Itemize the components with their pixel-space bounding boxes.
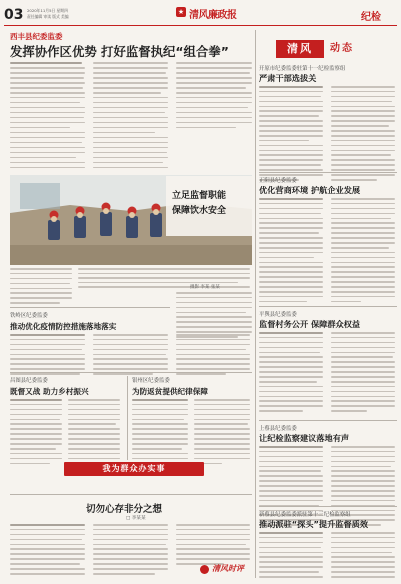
bottom-story-unit-1: 铁岭区纪委监委 [10, 313, 48, 319]
opinion-author: □ 李某某 [126, 516, 146, 521]
news-title-1: 严肃干部选拔关 [259, 73, 317, 83]
column-banner-subtitle: 动态 [330, 43, 354, 54]
photo-byline: 摄影 李某 张某 [190, 285, 220, 290]
news-title-3: 监督村务公开 保障群众权益 [259, 319, 361, 329]
news-body-3 [259, 332, 397, 415]
news-divider-2 [259, 306, 397, 307]
news-unit-3: 平舆县纪委监委 [259, 312, 297, 318]
slogan-text: 我为群众办实事 [102, 464, 166, 473]
bottom-story-title-2: 既督又战 助力乡村振兴 [10, 387, 89, 396]
news-unit-5: 新蔡县纪委监委派驻第十三纪检监察组 [259, 512, 351, 518]
masthead-logo-text: 清风廉政报 [189, 10, 237, 21]
middle-left-text [10, 268, 72, 307]
opinion-divider [10, 494, 252, 495]
news-divider-4 [259, 506, 397, 507]
masthead-logo [176, 4, 236, 22]
news-unit-1: 开原市纪委监委驻第十一纪检监察组 [259, 66, 346, 72]
news-body-1 [259, 86, 397, 184]
pen-icon [200, 565, 209, 574]
news-body-2 [259, 198, 397, 306]
news-divider-3 [259, 420, 397, 421]
news-title-5: 推动派驻“探头”提升监督质效 [259, 519, 369, 529]
right-column-divider [255, 30, 256, 578]
news-title-2: 优化营商环境 护航企业发展 [259, 185, 361, 195]
lead-headline: 发挥协作区优势 打好监督执纪“组合拳” [10, 44, 229, 59]
masthead-rule [4, 25, 397, 26]
feature-overlay-title-2: 保障饮水安全 [172, 206, 227, 216]
issue-line-2: 责任编辑 审读 版式 美编 [27, 14, 69, 19]
opinion-title: 切勿心存非分之想 [86, 504, 163, 515]
bottom-story-body-2 [10, 399, 122, 467]
photo-caption [78, 268, 250, 291]
news-unit-4: 上蔡县纪委监委 [259, 426, 297, 432]
star-emblem-icon: ★ [177, 8, 185, 16]
column-banner-title: 清风 [276, 40, 324, 58]
issue-line-1: 2020年11月5日 星期四 [27, 8, 68, 13]
news-unit-2: 正阳县纪委监委 [259, 178, 297, 184]
news-divider-1 [259, 172, 397, 173]
feature-overlay-title-1: 立足监督职能 [172, 191, 227, 201]
news-body-5 [259, 532, 397, 581]
news-title-4: 让纪检监察建议落地有声 [259, 433, 350, 443]
lead-body [10, 62, 252, 170]
bottom-story-vdivider [127, 376, 128, 460]
section-label: 纪检 [361, 12, 381, 23]
footer-logo [200, 562, 252, 578]
bottom-story-title-3: 为防返贫提供纪律保障 [132, 387, 208, 396]
bottom-story-body-3 [132, 399, 252, 467]
page-number: 03 [4, 7, 24, 23]
bottom-story-divider-1 [10, 372, 252, 373]
bottom-section-divider [10, 307, 170, 308]
bottom-story-unit-2: 昌图县纪委监委 [10, 378, 48, 384]
bottom-story-unit-3: 银州区纪委监委 [132, 378, 170, 384]
lead-kicker: 西丰县纪委监委 [10, 32, 63, 41]
bottom-story-title-1: 推动优化疫情防控措施落地落实 [10, 322, 117, 331]
column-banner [276, 40, 374, 58]
footer-logo-text: 清风时评 [212, 563, 244, 573]
